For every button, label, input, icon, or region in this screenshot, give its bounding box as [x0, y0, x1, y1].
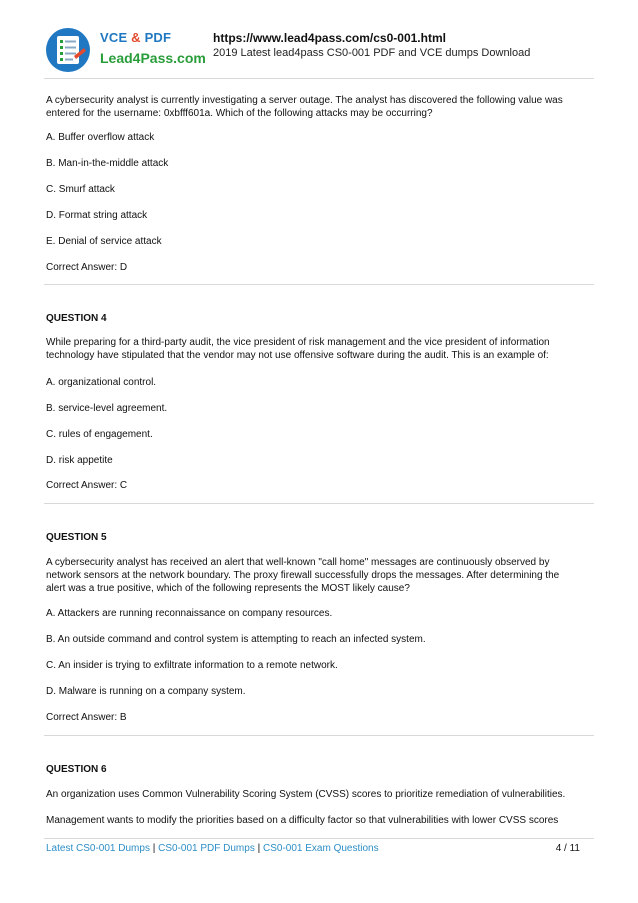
q3-option-e: E. Denial of service attack	[46, 236, 162, 247]
logo-pdf: PDF	[144, 30, 172, 45]
q3-text-line1: A cybersecurity analyst is currently investigating a server outage. The analyst has discovered the following value was	[46, 95, 563, 106]
q3-correct-answer: Correct Answer: D	[46, 262, 128, 273]
q3-option-c: C. Smurf attack	[46, 184, 115, 195]
q4-correct-answer: Correct Answer: C	[46, 480, 128, 491]
question-divider	[44, 284, 594, 285]
q3-option-a: A. Buffer overflow attack	[46, 132, 155, 143]
footer-separator: |	[152, 843, 156, 854]
q4-option-a: A. organizational control.	[46, 377, 157, 388]
q3-text-line2: entered for the username: 0xbfff601a. Which of the following attacks may be occurring?	[46, 108, 433, 119]
q5-option-d: D. Malware is running on a company system.	[46, 686, 246, 697]
header-url[interactable]: https://www.lead4pass.com/cs0-001.html	[213, 31, 446, 45]
q5-heading: QUESTION 5	[46, 532, 107, 543]
q5-option-b: B. An outside command and control system is attempting to reach an infected system.	[46, 634, 426, 645]
footer-divider	[44, 838, 594, 839]
logo-vce: VCE	[100, 30, 128, 45]
q5-correct-answer: Correct Answer: B	[46, 712, 127, 723]
q5-text-line2: network sensors at the network boundary. The proxy firewall successfully drops the messages. After determining the	[46, 570, 560, 581]
q4-option-d: D. risk appetite	[46, 455, 113, 466]
q6-text-line2: Management wants to modify the priorities based on a difficulty factor so that vulnerabilities with lower CVSS scores	[46, 815, 559, 826]
q4-text-line2: technology have stipulated that the vendor may not use offensive software during the audit. This is an example of:	[46, 350, 549, 361]
q3-option-b: B. Man-in-the-middle attack	[46, 158, 169, 169]
q5-text-line1: A cybersecurity analyst has received an alert that well-known "call home" messages are continuously observed by	[46, 557, 550, 568]
logo-vce-pdf	[100, 30, 171, 45]
question-divider	[44, 735, 594, 736]
logo-site-name: Lead4Pass.com	[100, 50, 206, 66]
q4-option-b: B. service-level agreement.	[46, 403, 168, 414]
footer-separator: |	[257, 843, 261, 854]
q3-option-d: D. Format string attack	[46, 210, 148, 221]
footer-links	[46, 843, 379, 854]
logo-amp: &	[131, 30, 141, 45]
question-divider	[44, 503, 594, 504]
footer-link-pdf-dumps[interactable]: CS0-001 PDF Dumps	[158, 843, 255, 854]
q4-text-line1: While preparing for a third-party audit, the vice president of risk management and the vice president of information	[46, 337, 550, 348]
q5-option-c: C. An insider is trying to exfiltrate information to a remote network.	[46, 660, 338, 671]
footer-link-exam-questions[interactable]: CS0-001 Exam Questions	[263, 843, 379, 854]
page-number: 4 / 11	[555, 843, 580, 854]
checklist-icon	[44, 26, 92, 74]
q6-heading: QUESTION 6	[46, 764, 107, 775]
q4-heading: QUESTION 4	[46, 313, 107, 324]
header-subtitle: 2019 Latest lead4pass CS0-001 PDF and VCE dumps Download	[213, 47, 531, 59]
q4-option-c: C. rules of engagement.	[46, 429, 153, 440]
q5-option-a: A. Attackers are running reconnaissance on company resources.	[46, 608, 333, 619]
q5-text-line3: alert was a true positive, which of the following represents the MOST likely cause?	[46, 583, 410, 594]
lead4pass-logo[interactable]	[44, 24, 204, 76]
footer-link-latest-dumps[interactable]: Latest CS0-001 Dumps	[46, 843, 150, 854]
q6-text-line1: An organization uses Common Vulnerability Scoring System (CVSS) scores to prioritize remediation of vulnerabilities.	[46, 789, 566, 800]
header-divider	[44, 78, 594, 79]
